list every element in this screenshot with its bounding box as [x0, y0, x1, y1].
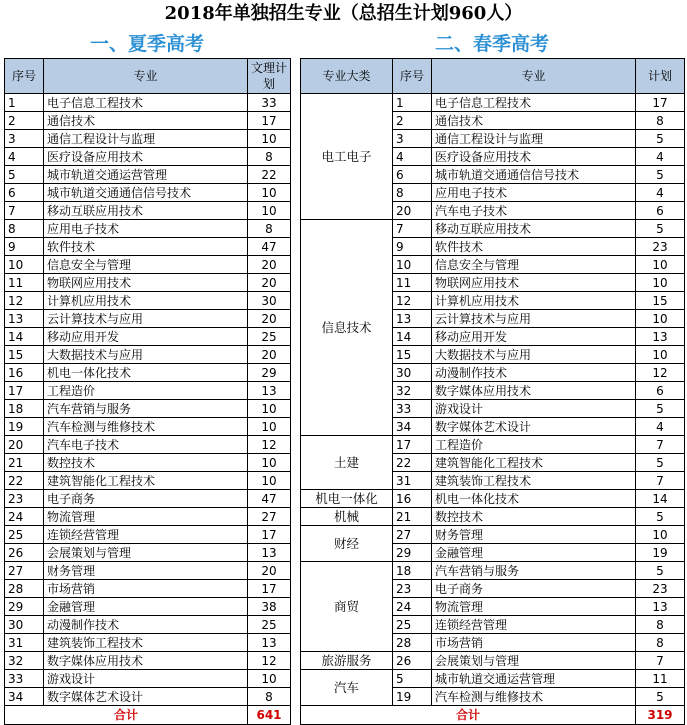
category-cell: 汽车	[301, 670, 393, 706]
plan-cell: 4	[636, 148, 685, 166]
table-row	[5, 688, 291, 706]
table-row	[5, 418, 291, 436]
major-cell: 数字媒体艺术设计	[44, 688, 248, 706]
plan-cell: 5	[636, 130, 685, 148]
plan-cell: 38	[248, 598, 291, 616]
plan-cell: 29	[248, 364, 291, 382]
major-cell: 财务管理	[44, 562, 248, 580]
major-cell: 建筑装饰工程技术	[44, 634, 248, 652]
major-cell: 电子信息工程技术	[44, 94, 248, 112]
total-value: 641	[248, 706, 291, 725]
total-row	[5, 706, 291, 725]
table-row	[5, 616, 291, 634]
major-cell: 汽车电子技术	[44, 436, 248, 454]
header-seq: 序号	[393, 59, 432, 94]
plan-cell: 10	[248, 184, 291, 202]
table-row	[5, 256, 291, 274]
plan-cell: 7	[636, 652, 685, 670]
major-cell: 云计算技术与应用	[432, 310, 636, 328]
major-cell: 计算机应用技术	[44, 292, 248, 310]
table-row	[301, 670, 685, 688]
seq-cell: 16	[393, 490, 432, 508]
seq-cell: 6	[393, 166, 432, 184]
plan-cell: 22	[248, 166, 291, 184]
seq-cell: 26	[5, 544, 44, 562]
major-cell: 建筑装饰工程技术	[432, 472, 636, 490]
table-header-row	[301, 59, 685, 94]
header-major: 专业	[432, 59, 636, 94]
table-row	[5, 382, 291, 400]
table-row	[5, 652, 291, 670]
plan-cell: 10	[248, 400, 291, 418]
seq-cell: 4	[393, 148, 432, 166]
table-row	[5, 328, 291, 346]
plan-cell: 10	[636, 526, 685, 544]
plan-cell: 47	[248, 238, 291, 256]
category-cell: 商贸	[301, 562, 393, 652]
table-row	[5, 454, 291, 472]
seq-cell: 29	[393, 544, 432, 562]
header-seq: 序号	[5, 59, 44, 94]
seq-cell: 12	[393, 292, 432, 310]
major-cell: 汽车营销与服务	[432, 562, 636, 580]
plan-cell: 8	[636, 634, 685, 652]
major-cell: 工程造价	[44, 382, 248, 400]
seq-cell: 28	[393, 634, 432, 652]
table-row	[5, 202, 291, 220]
major-cell: 城市轨道交通通信信号技术	[44, 184, 248, 202]
table-row	[5, 220, 291, 238]
major-cell: 信息安全与管理	[432, 256, 636, 274]
major-cell: 建筑智能化工程技术	[44, 472, 248, 490]
table-row	[5, 634, 291, 652]
plan-cell: 20	[248, 256, 291, 274]
major-cell: 市场营销	[44, 580, 248, 598]
plan-cell: 10	[248, 472, 291, 490]
major-cell: 医疗设备应用技术	[44, 148, 248, 166]
major-cell: 城市轨道交通运营管理	[44, 166, 248, 184]
table-row	[5, 184, 291, 202]
seq-cell: 17	[5, 382, 44, 400]
table-row	[5, 148, 291, 166]
major-cell: 建筑智能化工程技术	[432, 454, 636, 472]
major-cell: 移动互联应用技术	[44, 202, 248, 220]
seq-cell: 16	[5, 364, 44, 382]
table-row	[301, 94, 685, 112]
plan-cell: 15	[636, 292, 685, 310]
major-cell: 汽车检测与维修技术	[432, 688, 636, 706]
major-cell: 数控技术	[44, 454, 248, 472]
seq-cell: 21	[5, 454, 44, 472]
seq-cell: 34	[5, 688, 44, 706]
major-cell: 连锁经营管理	[432, 616, 636, 634]
table-row	[5, 310, 291, 328]
seq-cell: 5	[393, 670, 432, 688]
table-row	[5, 562, 291, 580]
major-cell: 金融管理	[44, 598, 248, 616]
table-header-row	[5, 59, 291, 94]
plan-cell: 47	[248, 490, 291, 508]
total-row	[301, 706, 685, 725]
seq-cell: 18	[393, 562, 432, 580]
table-row	[5, 292, 291, 310]
major-cell: 连锁经营管理	[44, 526, 248, 544]
major-cell: 物流管理	[44, 508, 248, 526]
category-cell: 机械	[301, 508, 393, 526]
plan-cell: 5	[636, 454, 685, 472]
plan-cell: 4	[636, 418, 685, 436]
seq-cell: 13	[5, 310, 44, 328]
major-cell: 移动互联应用技术	[432, 220, 636, 238]
major-cell: 通信技术	[44, 112, 248, 130]
major-cell: 电子信息工程技术	[432, 94, 636, 112]
header-major: 专业	[44, 59, 248, 94]
plan-cell: 13	[636, 598, 685, 616]
category-cell: 财经	[301, 526, 393, 562]
major-cell: 会展策划与管理	[432, 652, 636, 670]
table-row	[5, 544, 291, 562]
plan-cell: 8	[248, 220, 291, 238]
table-row	[5, 400, 291, 418]
major-cell: 移动应用开发	[432, 328, 636, 346]
major-cell: 游戏设计	[432, 400, 636, 418]
plan-cell: 20	[248, 310, 291, 328]
seq-cell: 13	[393, 310, 432, 328]
major-cell: 物联网应用技术	[44, 274, 248, 292]
spring-plan-table	[300, 58, 685, 725]
plan-cell: 5	[636, 508, 685, 526]
major-cell: 移动应用开发	[44, 328, 248, 346]
plan-cell: 10	[636, 346, 685, 364]
plan-cell: 8	[248, 148, 291, 166]
seq-cell: 1	[5, 94, 44, 112]
seq-cell: 30	[393, 364, 432, 382]
major-cell: 计算机应用技术	[432, 292, 636, 310]
table-row	[5, 112, 291, 130]
seq-cell: 2	[393, 112, 432, 130]
seq-cell: 17	[393, 436, 432, 454]
header-plan: 计划	[636, 59, 685, 94]
plan-cell: 12	[248, 436, 291, 454]
major-cell: 城市轨道交通通信信号技术	[432, 166, 636, 184]
table-row	[5, 238, 291, 256]
major-cell: 动漫制作技术	[432, 364, 636, 382]
seq-cell: 9	[393, 238, 432, 256]
plan-cell: 10	[248, 418, 291, 436]
table-row	[301, 508, 685, 526]
seq-cell: 25	[393, 616, 432, 634]
plan-cell: 5	[636, 166, 685, 184]
seq-cell: 10	[393, 256, 432, 274]
major-cell: 软件技术	[432, 238, 636, 256]
major-cell: 通信技术	[432, 112, 636, 130]
summer-section-title: 一、夏季高考	[89, 33, 204, 55]
plan-cell: 5	[636, 688, 685, 706]
major-cell: 数控技术	[432, 508, 636, 526]
seq-cell: 15	[393, 346, 432, 364]
plan-cell: 13	[248, 544, 291, 562]
major-cell: 动漫制作技术	[44, 616, 248, 634]
seq-cell: 11	[5, 274, 44, 292]
major-cell: 数字媒体应用技术	[44, 652, 248, 670]
seq-cell: 31	[5, 634, 44, 652]
seq-cell: 8	[393, 184, 432, 202]
plan-cell: 8	[248, 688, 291, 706]
major-cell: 通信工程设计与监理	[44, 130, 248, 148]
seq-cell: 6	[5, 184, 44, 202]
seq-cell: 1	[393, 94, 432, 112]
major-cell: 医疗设备应用技术	[432, 148, 636, 166]
plan-cell: 20	[248, 274, 291, 292]
seq-cell: 26	[393, 652, 432, 670]
seq-cell: 7	[393, 220, 432, 238]
seq-cell: 33	[5, 670, 44, 688]
table-row	[5, 436, 291, 454]
seq-cell: 18	[5, 400, 44, 418]
table-row	[301, 526, 685, 544]
major-cell: 数字媒体应用技术	[432, 382, 636, 400]
major-cell: 应用电子技术	[44, 220, 248, 238]
plan-cell: 25	[248, 616, 291, 634]
plan-cell: 6	[636, 202, 685, 220]
major-cell: 汽车检测与维修技术	[44, 418, 248, 436]
major-cell: 电子商务	[44, 490, 248, 508]
category-cell: 旅游服务	[301, 652, 393, 670]
seq-cell: 31	[393, 472, 432, 490]
major-cell: 物流管理	[432, 598, 636, 616]
table-row	[5, 94, 291, 112]
major-cell: 大数据技术与应用	[432, 346, 636, 364]
major-cell: 会展策划与管理	[44, 544, 248, 562]
seq-cell: 12	[5, 292, 44, 310]
plan-cell: 25	[248, 328, 291, 346]
plan-cell: 23	[636, 238, 685, 256]
total-value: 319	[636, 706, 685, 725]
major-cell: 汽车电子技术	[432, 202, 636, 220]
plan-cell: 17	[248, 112, 291, 130]
plan-cell: 10	[248, 670, 291, 688]
table-row	[301, 562, 685, 580]
seq-cell: 22	[5, 472, 44, 490]
seq-cell: 34	[393, 418, 432, 436]
plan-cell: 10	[636, 256, 685, 274]
table-row	[301, 436, 685, 454]
seq-cell: 20	[393, 202, 432, 220]
major-cell: 云计算技术与应用	[44, 310, 248, 328]
seq-cell: 20	[5, 436, 44, 454]
seq-cell: 15	[5, 346, 44, 364]
plan-cell: 20	[248, 562, 291, 580]
seq-cell: 22	[393, 454, 432, 472]
seq-cell: 24	[5, 508, 44, 526]
table-row	[301, 490, 685, 508]
table-row	[5, 166, 291, 184]
spring-section-title: 二、春季高考	[434, 33, 549, 55]
major-cell: 应用电子技术	[432, 184, 636, 202]
major-cell: 通信工程设计与监理	[432, 130, 636, 148]
plan-cell: 10	[248, 130, 291, 148]
major-cell: 市场营销	[432, 634, 636, 652]
seq-cell: 5	[5, 166, 44, 184]
table-row	[5, 508, 291, 526]
seq-cell: 14	[5, 328, 44, 346]
major-cell: 信息安全与管理	[44, 256, 248, 274]
seq-cell: 23	[5, 490, 44, 508]
table-row	[5, 472, 291, 490]
seq-cell: 3	[5, 130, 44, 148]
table-row	[5, 274, 291, 292]
summer-plan-table	[4, 58, 291, 725]
plan-cell: 23	[636, 580, 685, 598]
major-cell: 汽车营销与服务	[44, 400, 248, 418]
seq-cell: 28	[5, 580, 44, 598]
major-cell: 机电一体化技术	[432, 490, 636, 508]
category-cell: 机电一体化	[301, 490, 393, 508]
table-row	[5, 490, 291, 508]
header-plan: 文理计划	[248, 59, 291, 94]
plan-cell: 7	[636, 436, 685, 454]
seq-cell: 25	[5, 526, 44, 544]
major-cell: 大数据技术与应用	[44, 346, 248, 364]
table-row	[5, 580, 291, 598]
seq-cell: 27	[5, 562, 44, 580]
plan-cell: 7	[636, 472, 685, 490]
major-cell: 软件技术	[44, 238, 248, 256]
plan-cell: 17	[248, 526, 291, 544]
plan-cell: 10	[636, 310, 685, 328]
seq-cell: 24	[393, 598, 432, 616]
seq-cell: 19	[393, 688, 432, 706]
plan-cell: 13	[248, 382, 291, 400]
category-cell: 信息技术	[301, 220, 393, 436]
plan-cell: 4	[636, 184, 685, 202]
seq-cell: 14	[393, 328, 432, 346]
plan-cell: 5	[636, 400, 685, 418]
table-row	[301, 652, 685, 670]
table-row	[5, 526, 291, 544]
plan-cell: 5	[636, 562, 685, 580]
seq-cell: 10	[5, 256, 44, 274]
plan-cell: 33	[248, 94, 291, 112]
seq-cell: 2	[5, 112, 44, 130]
table-row	[5, 670, 291, 688]
plan-cell: 6	[636, 382, 685, 400]
seq-cell: 9	[5, 238, 44, 256]
seq-cell: 30	[5, 616, 44, 634]
plan-cell: 11	[636, 670, 685, 688]
plan-cell: 12	[248, 652, 291, 670]
plan-cell: 10	[248, 454, 291, 472]
total-label: 合计	[301, 706, 636, 725]
major-cell: 工程造价	[432, 436, 636, 454]
header-category: 专业大类	[301, 59, 393, 94]
major-cell: 物联网应用技术	[432, 274, 636, 292]
seq-cell: 32	[5, 652, 44, 670]
seq-cell: 8	[5, 220, 44, 238]
plan-cell: 13	[636, 328, 685, 346]
document-title: 2018年单独招生专业（总招生计划960人）	[164, 3, 523, 24]
major-cell: 数字媒体艺术设计	[432, 418, 636, 436]
plan-cell: 30	[248, 292, 291, 310]
table-row	[5, 346, 291, 364]
table-row	[5, 598, 291, 616]
plan-cell: 5	[636, 220, 685, 238]
seq-cell: 23	[393, 580, 432, 598]
plan-cell: 12	[636, 364, 685, 382]
plan-cell: 14	[636, 490, 685, 508]
seq-cell: 4	[5, 148, 44, 166]
category-cell: 土建	[301, 436, 393, 490]
plan-cell: 8	[636, 616, 685, 634]
plan-cell: 8	[636, 112, 685, 130]
major-cell: 金融管理	[432, 544, 636, 562]
plan-cell: 10	[636, 274, 685, 292]
major-cell: 城市轨道交通运营管理	[432, 670, 636, 688]
plan-cell: 17	[636, 94, 685, 112]
category-cell: 电工电子	[301, 94, 393, 220]
major-cell: 电子商务	[432, 580, 636, 598]
seq-cell: 27	[393, 526, 432, 544]
seq-cell: 3	[393, 130, 432, 148]
plan-cell: 13	[248, 634, 291, 652]
plan-cell: 19	[636, 544, 685, 562]
plan-cell: 17	[248, 580, 291, 598]
major-cell: 机电一体化技术	[44, 364, 248, 382]
table-row	[5, 130, 291, 148]
seq-cell: 29	[5, 598, 44, 616]
plan-cell: 27	[248, 508, 291, 526]
seq-cell: 11	[393, 274, 432, 292]
major-cell: 游戏设计	[44, 670, 248, 688]
seq-cell: 32	[393, 382, 432, 400]
table-row	[301, 220, 685, 238]
seq-cell: 21	[393, 508, 432, 526]
seq-cell: 7	[5, 202, 44, 220]
table-row	[5, 364, 291, 382]
seq-cell: 19	[5, 418, 44, 436]
seq-cell: 33	[393, 400, 432, 418]
plan-cell: 20	[248, 346, 291, 364]
total-label: 合计	[5, 706, 248, 725]
major-cell: 财务管理	[432, 526, 636, 544]
plan-cell: 10	[248, 202, 291, 220]
